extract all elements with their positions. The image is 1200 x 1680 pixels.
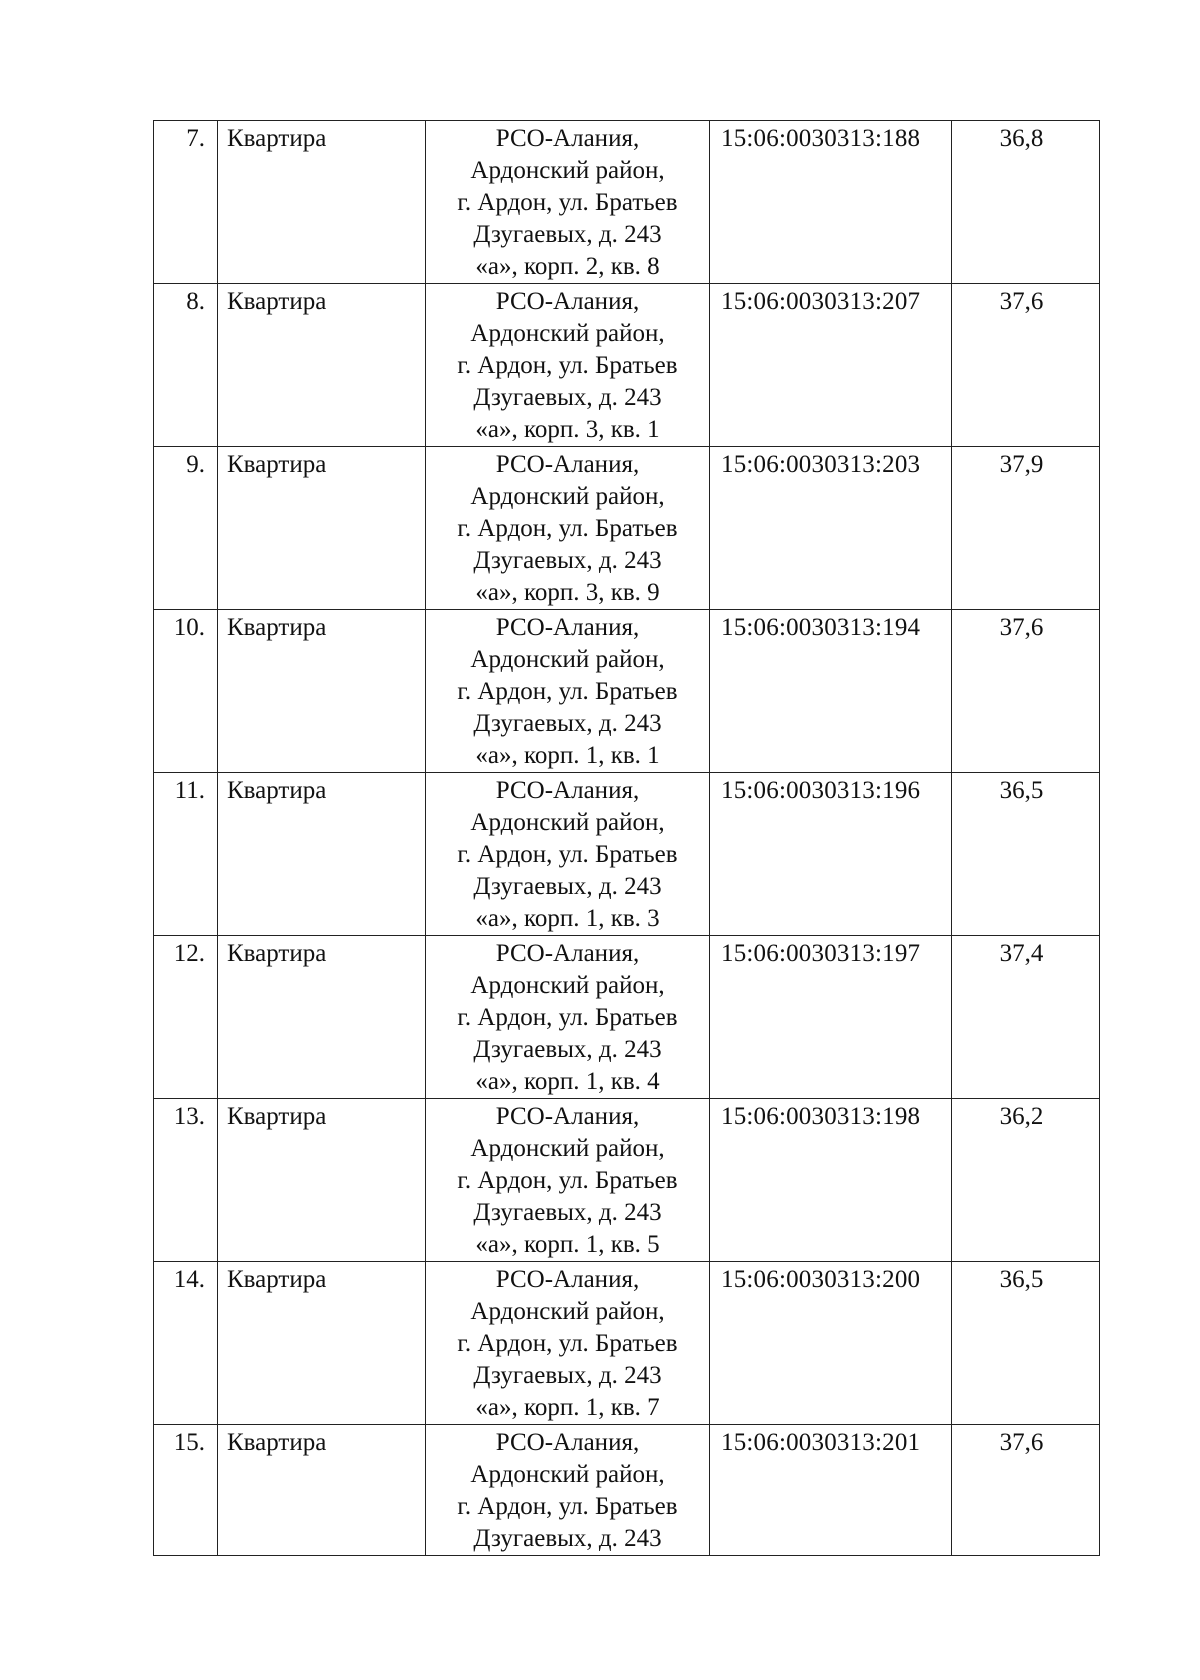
address-line: «а», корп. 1, кв. 7: [475, 1394, 660, 1421]
address-line: Ардонский район,: [470, 1461, 665, 1488]
cadastral-number: 15:06:0030313:196: [710, 773, 952, 936]
address-line: «а», корп. 3, кв. 9: [475, 579, 660, 606]
object-address: [426, 773, 710, 936]
address-line: Дзугаевых, д. 243: [473, 547, 662, 574]
cadastral-number: 15:06:0030313:194: [710, 610, 952, 773]
property-table: [153, 120, 1100, 1556]
row-number: 8.: [154, 284, 218, 447]
object-area: 37,9: [952, 447, 1100, 610]
address-line: Ардонский район,: [470, 972, 665, 999]
row-number: 12.: [154, 936, 218, 1099]
object-area: 37,6: [952, 1425, 1100, 1556]
address-line: «а», корп. 2, кв. 8: [475, 253, 660, 280]
address-line: Ардонский район,: [470, 157, 665, 184]
address-line: г. Ардон, ул. Братьев: [457, 1167, 678, 1194]
row-number: 10.: [154, 610, 218, 773]
address-line: Ардонский район,: [470, 483, 665, 510]
address-line: «а», корп. 1, кв. 4: [475, 1068, 660, 1095]
cadastral-number: 15:06:0030313:197: [710, 936, 952, 1099]
object-type: Квартира: [218, 1262, 426, 1425]
object-area: 36,8: [952, 121, 1100, 284]
table-row: [154, 936, 1100, 1099]
object-area: 36,5: [952, 773, 1100, 936]
object-type: Квартира: [218, 936, 426, 1099]
table-row: [154, 1099, 1100, 1262]
address-line: Ардонский район,: [470, 646, 665, 673]
address-line: РСО-Алания,: [495, 125, 640, 152]
object-address: [426, 1099, 710, 1262]
table-row: [154, 1262, 1100, 1425]
address-line: РСО-Алания,: [495, 1429, 640, 1456]
table-row: [154, 610, 1100, 773]
object-type: Квартира: [218, 1425, 426, 1556]
object-type: Квартира: [218, 121, 426, 284]
row-number: 9.: [154, 447, 218, 610]
object-type: Квартира: [218, 773, 426, 936]
address-line: Ардонский район,: [470, 1135, 665, 1162]
object-address: [426, 936, 710, 1099]
table-row: [154, 447, 1100, 610]
cadastral-number: 15:06:0030313:203: [710, 447, 952, 610]
table-row: [154, 284, 1100, 447]
object-address: [426, 447, 710, 610]
address-line: Ардонский район,: [470, 1298, 665, 1325]
address-line: РСО-Алания,: [495, 940, 640, 967]
table-row: [154, 773, 1100, 936]
address-line: «а», корп. 3, кв. 1: [475, 416, 660, 443]
address-line: РСО-Алания,: [495, 288, 640, 315]
row-number: 11.: [154, 773, 218, 936]
object-type: Квартира: [218, 284, 426, 447]
row-number: 14.: [154, 1262, 218, 1425]
table-row: [154, 121, 1100, 284]
address-line: РСО-Алания,: [495, 1103, 640, 1130]
object-type: Квартира: [218, 447, 426, 610]
address-line: Дзугаевых, д. 243: [473, 221, 662, 248]
object-address: [426, 284, 710, 447]
cadastral-number: 15:06:0030313:198: [710, 1099, 952, 1262]
address-line: РСО-Алания,: [495, 614, 640, 641]
object-address: [426, 121, 710, 284]
object-type: Квартира: [218, 1099, 426, 1262]
address-line: Дзугаевых, д. 243: [473, 873, 662, 900]
cadastral-number: 15:06:0030313:207: [710, 284, 952, 447]
address-line: Дзугаевых, д. 243: [473, 1199, 662, 1226]
row-number: 13.: [154, 1099, 218, 1262]
address-line: г. Ардон, ул. Братьев: [457, 515, 678, 542]
cadastral-number: 15:06:0030313:188: [710, 121, 952, 284]
object-address: [426, 1262, 710, 1425]
address-line: г. Ардон, ул. Братьев: [457, 841, 678, 868]
property-table-body: [154, 121, 1100, 1556]
address-line: «а», корп. 1, кв. 3: [475, 905, 660, 932]
address-line: г. Ардон, ул. Братьев: [457, 352, 678, 379]
object-area: 37,4: [952, 936, 1100, 1099]
address-line: Дзугаевых, д. 243: [473, 1525, 662, 1552]
address-line: «а», корп. 1, кв. 5: [475, 1231, 660, 1258]
address-line: г. Ардон, ул. Братьев: [457, 678, 678, 705]
object-type: Квартира: [218, 610, 426, 773]
address-line: г. Ардон, ул. Братьев: [457, 189, 678, 216]
cadastral-number: 15:06:0030313:201: [710, 1425, 952, 1556]
object-area: 37,6: [952, 284, 1100, 447]
address-line: РСО-Алания,: [495, 777, 640, 804]
address-line: г. Ардон, ул. Братьев: [457, 1493, 678, 1520]
address-line: Дзугаевых, д. 243: [473, 1362, 662, 1389]
table-row: [154, 1425, 1100, 1556]
object-address: [426, 610, 710, 773]
cadastral-number: 15:06:0030313:200: [710, 1262, 952, 1425]
address-line: Дзугаевых, д. 243: [473, 384, 662, 411]
address-line: «а», корп. 1, кв. 1: [475, 742, 660, 769]
address-line: Ардонский район,: [470, 320, 665, 347]
row-number: 7.: [154, 121, 218, 284]
address-line: РСО-Алания,: [495, 1266, 640, 1293]
row-number: 15.: [154, 1425, 218, 1556]
object-area: 36,2: [952, 1099, 1100, 1262]
address-line: Ардонский район,: [470, 809, 665, 836]
object-address: [426, 1425, 710, 1556]
object-area: 36,5: [952, 1262, 1100, 1425]
address-line: Дзугаевых, д. 243: [473, 1036, 662, 1063]
object-area: 37,6: [952, 610, 1100, 773]
address-line: г. Ардон, ул. Братьев: [457, 1004, 678, 1031]
address-line: РСО-Алания,: [495, 451, 640, 478]
address-line: г. Ардон, ул. Братьев: [457, 1330, 678, 1357]
address-line: Дзугаевых, д. 243: [473, 710, 662, 737]
